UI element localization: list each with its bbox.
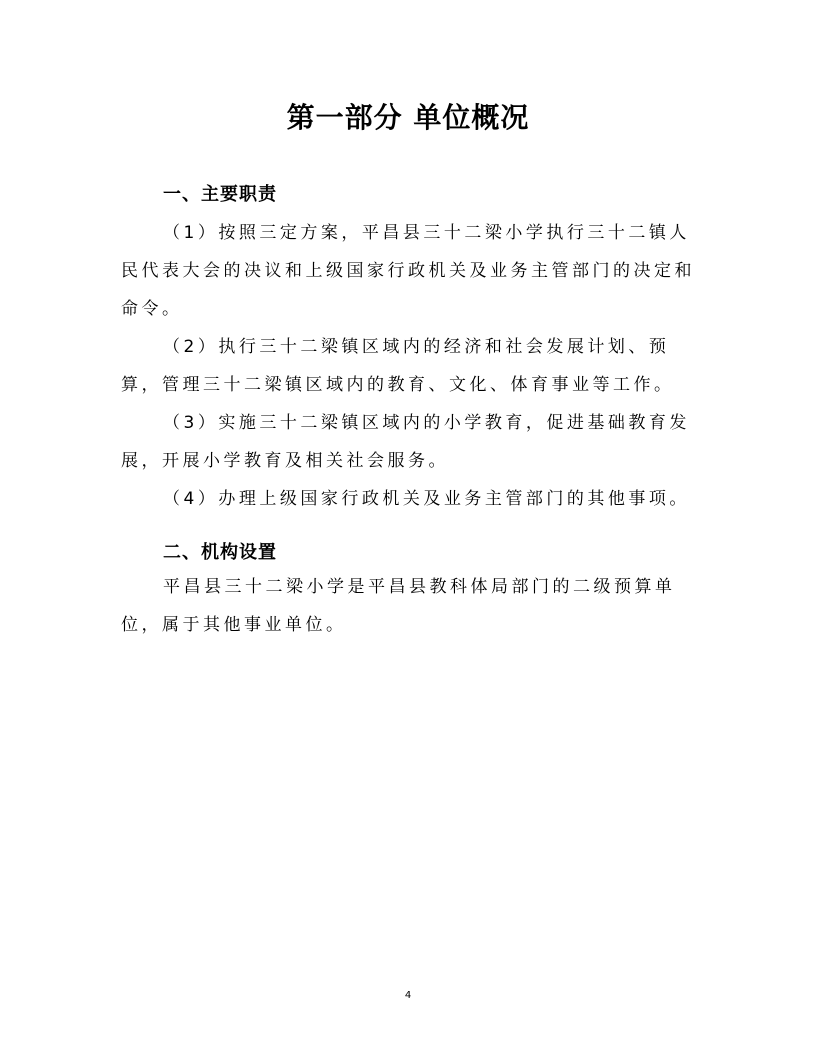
section-heading-organization: 二、机构设置 bbox=[163, 542, 277, 563]
duty-paragraph-3: （3）实施三十二梁镇区域内的小学教育，促进基础教育发展，开展小学教育及相关社会服务。 bbox=[121, 413, 690, 471]
duty-paragraph-1: （1）按照三定方案，平昌县三十二梁小学执行三十二镇人民代表大会的决议和上级国家行政机关及业务主管部门的决定和命令。 bbox=[121, 223, 695, 319]
duty-paragraph-2: （2）执行三十二梁镇区域内的经济和社会发展计划、预算，管理三十二梁镇区域内的教育、文化、体育事业等工作。 bbox=[121, 337, 675, 395]
page-number: 4 bbox=[404, 990, 412, 1001]
page-title: 第一部分 单位概况 bbox=[286, 101, 530, 134]
section-heading-duties: 一、主要职责 bbox=[163, 184, 277, 205]
duty-paragraph-4: （4）办理上级国家行政机关及业务主管部门的其他事项。 bbox=[163, 489, 690, 509]
organization-paragraph: 平昌县三十二梁小学是平昌县教科体局部门的二级预算单位，属于其他事业单位。 bbox=[121, 577, 676, 635]
